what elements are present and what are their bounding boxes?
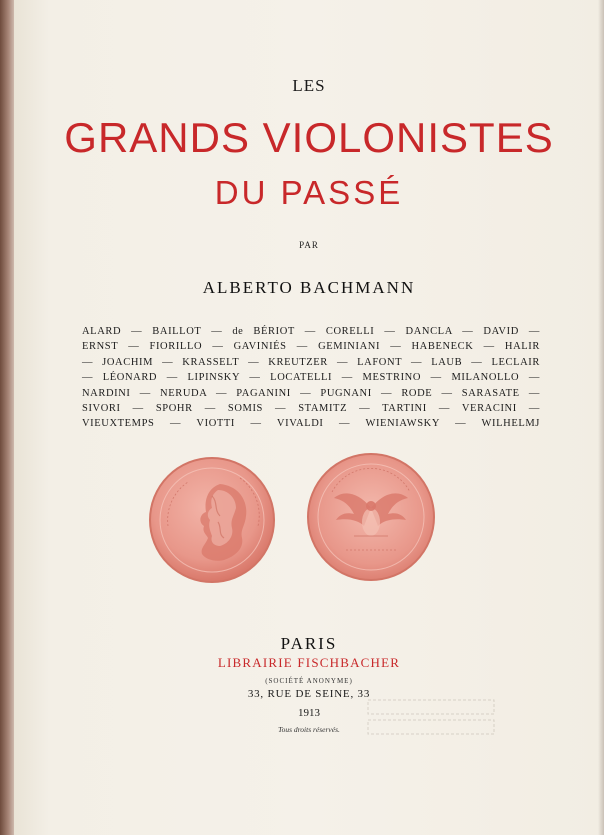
imprint-publisher: LIBRAIRIE FISCHBACHER: [217, 655, 401, 670]
violinist-line: VIEUXTEMPS — VIOTTI — VIVALDI — WIENIAWSKY — WILHELMJ: [82, 418, 540, 430]
violinist-line: — LÉONARD — LIPINSKY — LOCATELLI — MESTRINO — MILANOLLO —: [82, 372, 540, 384]
medal-portrait-icon: [148, 456, 276, 584]
imprint-address: 33, RUE DE SEINE, 33: [247, 688, 371, 700]
title-sub: DU PASSÉ: [214, 174, 404, 211]
title-page: [14, 0, 604, 835]
imprint-societe: (SOCIÉTÉ ANONYME): [265, 677, 353, 685]
imprint-year: 1913: [298, 707, 320, 719]
violinist-line: ERNST — FIORILLO — GAVINIÉS — GEMINIANI — HABENECK — HALIR: [82, 341, 540, 353]
title-article: LES: [292, 76, 326, 95]
violinist-line: ALARD — BAILLOT — de BÉRIOT — CORELLI — DANCLA — DAVID —: [82, 326, 540, 337]
library-stamp-icon: [366, 696, 496, 742]
imprint-rights: Tous droits réservés.: [278, 725, 340, 734]
medal-eagle-icon: [306, 452, 436, 582]
author-name: ALBERTO BACHMANN: [202, 278, 416, 297]
violinist-list: [82, 324, 540, 432]
violinist-line: SIVORI — SPOHR — SOMIS — STAMITZ — TARTINI — VERACINI —: [82, 403, 540, 415]
violinist-line: — JOACHIM — KRASSELT — KREUTZER — LAFONT — LAUB — LECLAIR: [82, 356, 540, 368]
book-spine: [0, 0, 14, 835]
byline-par: PAR: [299, 240, 319, 250]
violinist-line: NARDINI — NERUDA — PAGANINI — PUGNANI — RODE — SARASATE —: [82, 387, 540, 399]
title-main: GRANDS VIOLONISTES: [64, 114, 554, 161]
imprint-city: PARIS: [280, 634, 338, 653]
